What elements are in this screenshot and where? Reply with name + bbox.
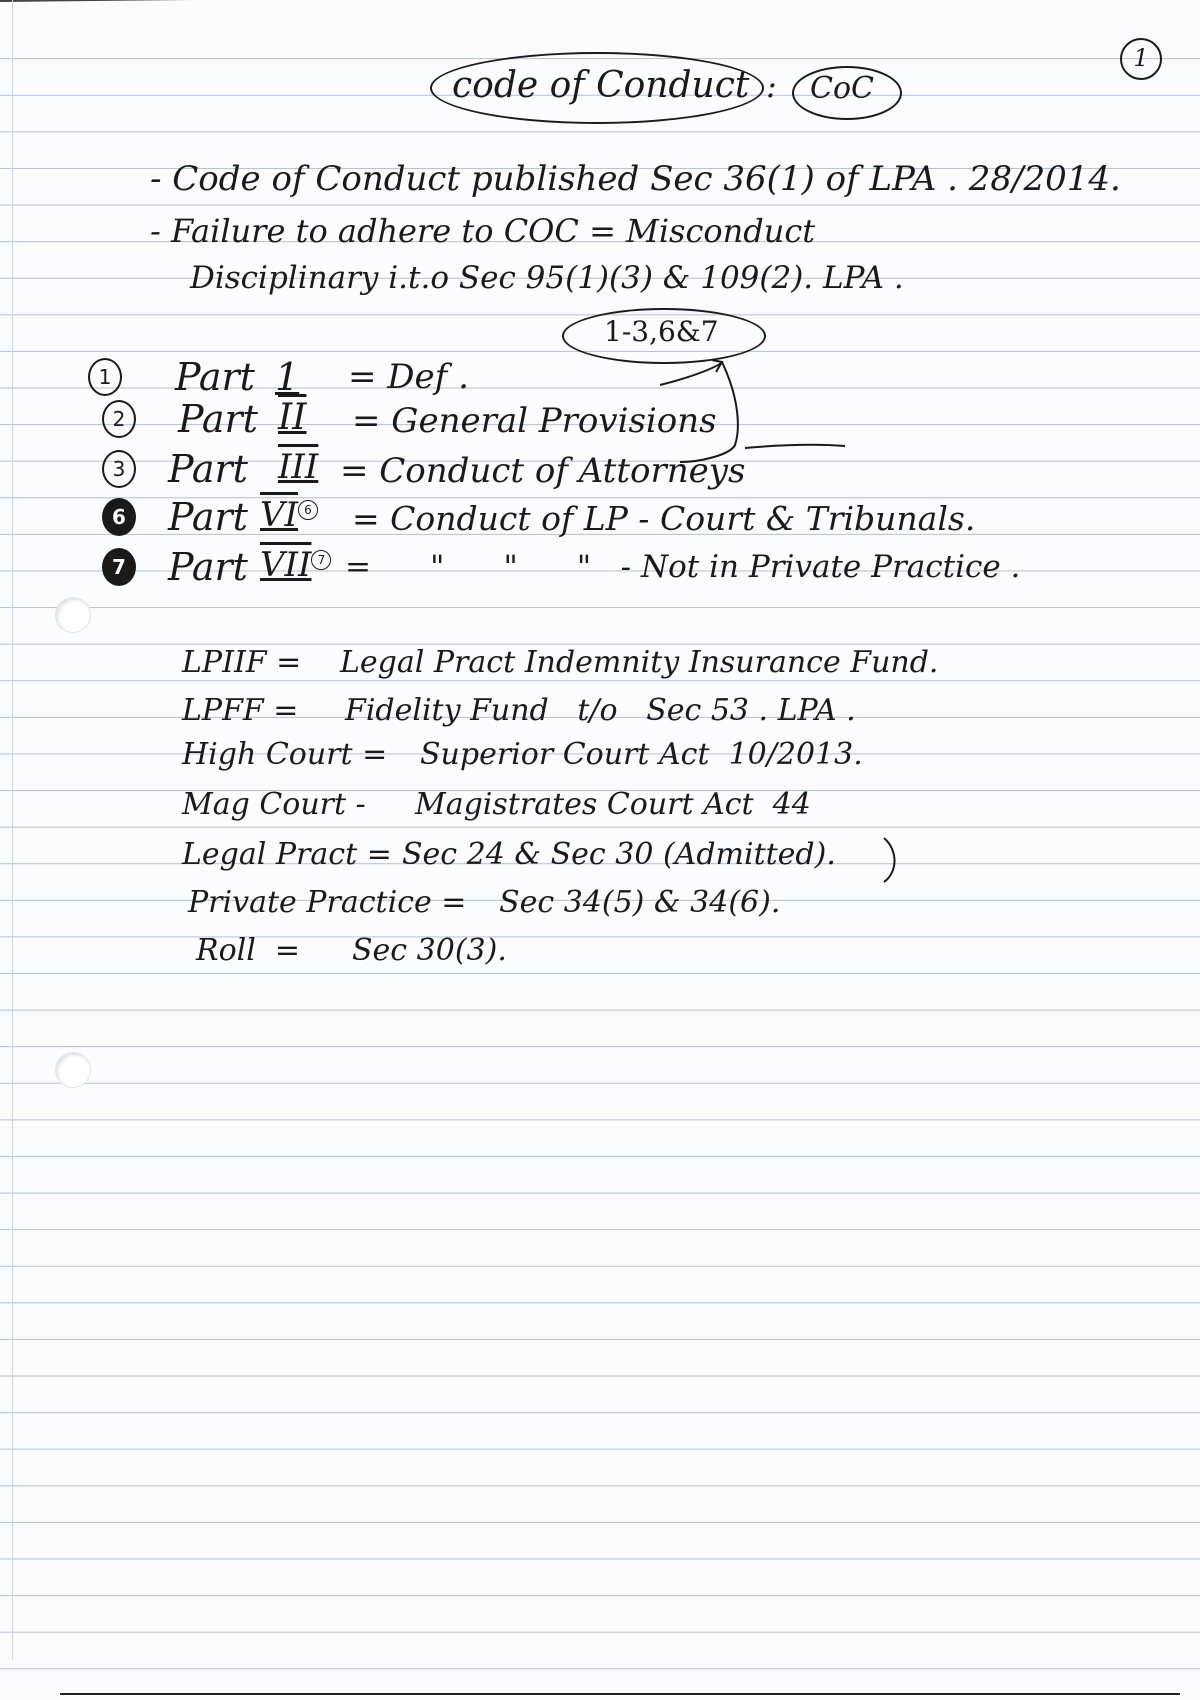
part-desc: = " " " - Not in Private Practice . xyxy=(345,549,1021,585)
part-desc: = Conduct of LP - Court & Tribunals. xyxy=(352,499,976,538)
part-label: Part xyxy=(168,545,248,589)
part-circle-3: 3 xyxy=(102,450,136,488)
part-numeral: III xyxy=(278,447,319,487)
title-abbrev: CoC xyxy=(810,71,874,106)
definition-term: LPIIF = xyxy=(182,645,302,680)
part-label: Part xyxy=(175,355,255,399)
definition-value: Fidelity Fund t/o Sec 53 . LPA . xyxy=(345,693,856,728)
part-label: Part xyxy=(168,495,248,539)
part-circle-1: 1 xyxy=(88,358,122,396)
page-title: code of Conduct xyxy=(452,65,750,106)
admitted-bracket xyxy=(884,838,895,882)
part-label: Part xyxy=(178,397,258,441)
definition-term: Mag Court - xyxy=(182,787,366,822)
punch-hole-top xyxy=(55,597,91,633)
punch-hole-bottom xyxy=(55,1052,91,1088)
definition-term: Roll = xyxy=(196,933,301,968)
part-numeral-text: VI xyxy=(260,495,298,535)
bottom-rule xyxy=(60,1693,1180,1695)
title-colon: : xyxy=(766,67,777,105)
definition-value: Sec 24 & Sec 30 (Admitted). xyxy=(402,837,836,872)
note-line-2: - Failure to adhere to COC = Misconduct xyxy=(150,212,816,250)
definition-term: Private Practice = xyxy=(188,885,467,920)
part-label: Part xyxy=(168,447,248,491)
definition-term: Legal Pract = xyxy=(182,837,392,872)
part-circle-7: 7 xyxy=(102,548,136,586)
part-numeral xyxy=(260,495,318,535)
definition-term: LPFF = xyxy=(182,693,299,728)
note-line-1: - Code of Conduct published Sec 36(1) of LPA . 28/2014. xyxy=(150,159,1121,199)
part-numeral xyxy=(260,545,331,585)
part-badge: 6 xyxy=(298,500,318,520)
note-line-3: Disciplinary i.t.o Sec 95(1)(3) & 109(2). LPA . xyxy=(190,260,904,296)
parts-bracket-tail xyxy=(745,445,845,448)
part-circle-2: 2 xyxy=(102,400,136,438)
definition-value: Superior Court Act 10/2013. xyxy=(420,737,863,772)
definition-term: High Court = xyxy=(182,737,388,772)
page-number xyxy=(1120,38,1162,80)
definition-value: Magistrates Court Act 44 xyxy=(415,787,811,822)
parts-annotation: 1-3,6&7 xyxy=(604,315,719,348)
part-desc: = General Provisions xyxy=(352,401,717,441)
part-circle-6: 6 xyxy=(102,498,136,536)
part-desc: = Conduct of Attorneys xyxy=(340,451,746,491)
part-numeral-text: VII xyxy=(260,545,312,585)
definition-value: Legal Pract Indemnity Insurance Fund. xyxy=(340,645,939,680)
definition-value: Sec 34(5) & 34(6). xyxy=(480,885,781,920)
definition-value: Sec 30(3). xyxy=(352,933,507,968)
part-desc: = Def . xyxy=(348,357,469,397)
part-badge: 7 xyxy=(311,550,331,570)
page-number-text: 1 xyxy=(1133,44,1149,72)
part-numeral: II xyxy=(278,397,307,438)
margin-line xyxy=(12,0,13,1660)
part-numeral: 1 xyxy=(275,355,300,399)
